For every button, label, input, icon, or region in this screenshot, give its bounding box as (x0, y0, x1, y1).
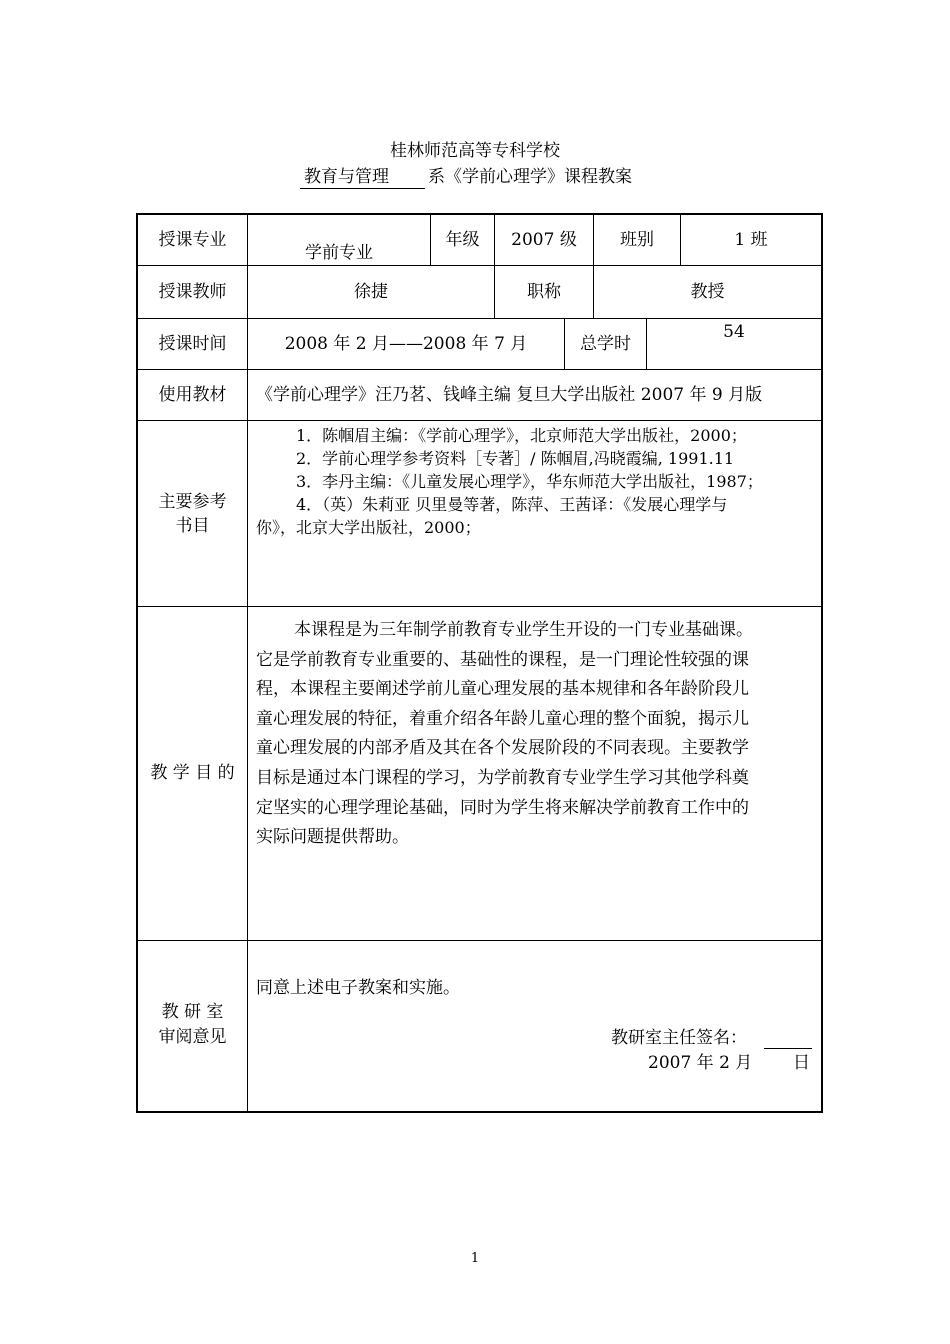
references-label-line2: 书目 (175, 516, 210, 536)
reference-item: 你》，北京大学出版社，2000； (256, 518, 481, 537)
review-date-day: 日 (793, 1053, 810, 1073)
school-name: 桂林师范高等专科学校 (390, 141, 560, 161)
goal-line: 目标是通过本门课程的学习，为学前教育专业学生学习其他学科奠 (256, 767, 749, 788)
course-title: 系《学前心理学》课程教案 (428, 167, 632, 187)
goal-line: 实际问题提供帮助。 (256, 827, 409, 848)
time-label: 授课时间 (158, 334, 227, 354)
teacher-value: 徐捷 (354, 282, 388, 302)
goal-line: 童心理发展的特征，着重介绍各年龄儿童心理的整个面貌，揭示儿 (256, 708, 749, 729)
class-value: 1 班 (734, 230, 768, 250)
title-value: 教授 (690, 282, 725, 302)
teaching-goal-text (256, 616, 816, 853)
references-label-line1: 主要参考 (158, 492, 227, 512)
grade-label: 年级 (445, 230, 480, 250)
review-date: 2007 年 2 月 (648, 1053, 753, 1073)
department-name: 教育与管理 (304, 167, 389, 187)
title-label: 职称 (527, 282, 561, 302)
goal-line: 本课程是为三年制学前教育专业学生开设的一门专业基础课。 (294, 620, 753, 640)
reference-item: 4．（英）朱莉亚 贝里曼等著，陈萍、王茜译：《发展心理学与 (296, 495, 728, 514)
grade-value: 2007 级 (511, 230, 577, 250)
class-label: 班别 (620, 230, 654, 250)
teacher-label: 授课教师 (158, 282, 227, 302)
references-list (256, 424, 818, 539)
review-label-line2: 审阅意见 (158, 1027, 227, 1047)
time-value: 2008 年 2 月——2008 年 7 月 (284, 334, 528, 354)
signature-label: 教研室主任签名： (611, 1028, 747, 1048)
page-number: 1 (470, 1251, 480, 1266)
goal-line: 定坚实的心理学理论基础，同时为学生将来解决学前教育工作中的 (256, 797, 749, 818)
total-hours-label: 总学时 (580, 334, 631, 354)
reference-item: 1．陈帼眉主编：《学前心理学》，北京师范大学出版社，2000； (296, 426, 747, 445)
review-opinion: 同意上述电子教案和实施。 (256, 978, 460, 998)
major-value: 学前专业 (305, 243, 373, 263)
review-label-line1: 教 研 室 (161, 1002, 224, 1022)
total-hours-value: 54 (723, 322, 745, 342)
reference-item: 2．学前心理学参考资料［专著］/ 陈帼眉,冯晓霞编, 1991.11 (296, 449, 735, 468)
goal-line: 程，本课程主要阐述学前儿童心理发展的基本规律和各年龄阶段儿 (256, 679, 749, 700)
goal-line: 它是学前教育专业重要的、基础性的课程，是一门理论性较强的课 (256, 649, 749, 670)
teaching-goal-label: 教 学 目 的 (150, 763, 235, 783)
reference-item: 3．李丹主编：《儿童发展心理学》，华东师范大学出版社，1987； (296, 472, 763, 491)
textbook-value: 《学前心理学》汪乃茗、钱峰主编 复旦大学出版社 2007 年 9 月版 (256, 385, 763, 405)
goal-line: 童心理发展的内部矛盾及其在各个发展阶段的不同表现。主要教学 (256, 738, 749, 759)
textbook-label: 使用教材 (158, 385, 227, 405)
signature-line (764, 1048, 812, 1049)
major-label: 授课专业 (158, 230, 227, 250)
department-underline (300, 188, 425, 189)
